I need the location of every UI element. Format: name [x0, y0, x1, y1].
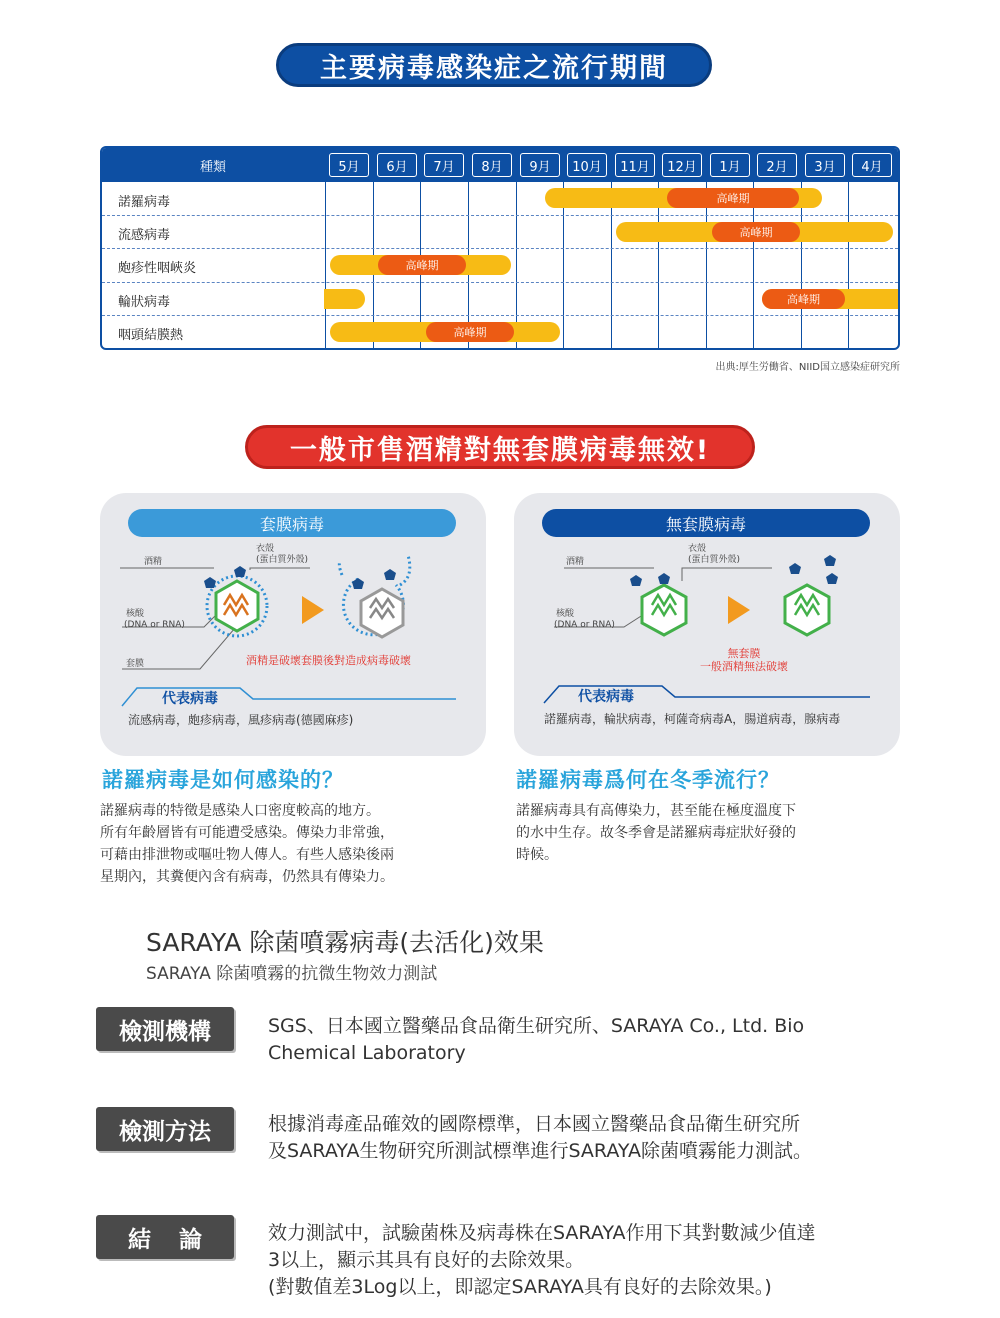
nucleic-sub-label: (DNA or RNA) [124, 620, 185, 630]
answer-how-infected: 諾羅病毒的特徵是感染人口密度較高的地方。 所有年齡層皆有可能遭受感染。傳染力非常強， 可藉由排泄物或嘔吐物人傳人。有些人感染後兩 星期內，其糞便內含有病毒，仍然具有傳染力。 [100, 803, 394, 885]
alcohol-molecule-icon [204, 577, 216, 588]
alcohol-molecule-icon [826, 573, 838, 584]
month-header: 10月 [567, 153, 607, 177]
row-label-influenza: 流感病毒 [118, 228, 171, 243]
alcohol-molecule-icon [789, 563, 801, 574]
table-header [102, 148, 898, 182]
month-header: 7月 [424, 153, 464, 177]
conclusion-text: 效力測試中，試驗菌株及病毒株在SARAYA作用下其對數減少值達 3以上，顯示其具有良好的去除效果。 (對數值差3Log以上，即認定SARAYA具有良好的去除效果。) [268, 1222, 816, 1298]
type-header: 種類 [199, 159, 226, 175]
envelope-label: 套膜 [126, 659, 145, 669]
row-label-rotavirus: 輪狀病毒 [118, 295, 171, 310]
month-header: 1月 [710, 153, 750, 177]
efficacy-title: SARAYA 除菌噴霧病毒(去活化)效果 [146, 928, 544, 957]
month-header: 3月 [805, 153, 845, 177]
month-header: 12月 [662, 153, 702, 177]
season-table [100, 146, 900, 350]
nucleic-label: 核酸 [126, 609, 145, 619]
capsid-label: 衣殼 [688, 544, 707, 554]
non-enveloped-heading: 無套膜病毒 [542, 509, 870, 537]
representative-viruses: 流感病毒，皰疹病毒，風疹病毒(德國麻疹) [128, 713, 354, 727]
question-why-winter: 諾羅病毒爲何在冬季流行？ [516, 768, 780, 792]
month-header: 4月 [852, 153, 892, 177]
alcohol-molecule-icon [824, 555, 836, 566]
representative-viruses: 諾羅病毒，輪狀病毒，柯薩奇病毒A，腸道病毒，腺病毒 [544, 712, 841, 726]
row-label-pharyngoconjunctival: 咽頭結膜熱 [118, 328, 184, 343]
row-label-norovirus: 諾羅病毒 [118, 195, 171, 210]
nucleic-label: 核酸 [556, 609, 575, 619]
alcohol-molecule-icon [384, 569, 396, 580]
alcohol-label: 酒精 [144, 557, 163, 567]
label-testing-method: 檢測方法 [96, 1107, 234, 1151]
enveloped-note: 酒精是破壞套膜後對造成病毒破壞 [246, 654, 411, 667]
peak-bar-pharyngoconjunctival: 高峰期 [426, 322, 514, 342]
non-enveloped-note-2: 一般酒精無法破壞 [700, 660, 788, 673]
alcohol-molecule-icon [658, 573, 670, 584]
peak-bar-influenza: 高峰期 [712, 222, 800, 242]
month-header: 6月 [377, 153, 417, 177]
enveloped-heading: 套膜病毒 [128, 509, 456, 537]
month-header: 5月 [329, 153, 369, 177]
testing-method-text: 根據消毒產品確效的國際標準，日本國立醫藥品食品衛生研究所 及SARAYA生物研究所測試標準進行SARAYA除菌噴霧能力測試。 [268, 1113, 812, 1162]
capsid-label: 衣殼 [256, 544, 275, 554]
answer-why-winter: 諾羅病毒具有高傳染力，甚至能在極度溫度下 的水中生存。故冬季會是諾羅病毒症狀好發的 時候。 [516, 803, 796, 863]
alcohol-label: 酒精 [566, 557, 585, 567]
representative-label: 代表病毒 [578, 689, 634, 705]
alcohol-molecule-icon [630, 575, 642, 586]
season-title: 主要病毒感染症之流行期間 [276, 43, 712, 87]
enveloped-virus-card [100, 493, 486, 756]
season-bar-rotavirus-start [324, 289, 365, 309]
month-header: 9月 [520, 153, 560, 177]
efficacy-subtitle: SARAYA 除菌噴霧的抗微生物效力測試 [146, 964, 438, 984]
month-header: 8月 [472, 153, 512, 177]
source-note: 出典:厚生労働省、NIID国立感染症研究所 [715, 362, 900, 373]
month-header: 11月 [615, 153, 655, 177]
month-header: 2月 [757, 153, 797, 177]
arrow-right-icon [728, 596, 750, 624]
testing-institution-text: SGS、日本國立醫藥品食品衛生研究所、SARAYA Co., Ltd. Bio Chemical Laboratory [268, 1015, 805, 1064]
alcohol-warning-title: 一般市售酒精對無套膜病毒無效! [245, 425, 755, 469]
arrow-right-icon [302, 596, 324, 624]
label-testing-institution: 檢測機構 [96, 1007, 234, 1051]
representative-label: 代表病毒 [162, 691, 218, 707]
peak-bar-herpangina: 高峰期 [378, 255, 466, 275]
capsid-sub-label: (蛋白質外殼) [256, 555, 309, 565]
non-enveloped-note-1: 無套膜 [727, 647, 761, 660]
nucleic-sub-label: (DNA or RNA) [554, 620, 615, 630]
row-label-herpangina: 皰疹性咽峽炎 [118, 261, 197, 276]
peak-bar-rotavirus: 高峰期 [762, 289, 845, 309]
peak-bar-norovirus: 高峰期 [667, 188, 799, 208]
capsid-sub-label: (蛋白質外殼) [688, 555, 741, 565]
question-how-infected: 諾羅病毒是如何感染的？ [102, 768, 344, 792]
alcohol-molecule-icon [352, 578, 364, 589]
label-conclusion: 結論 [96, 1215, 234, 1259]
alcohol-molecule-icon [234, 566, 246, 577]
non-enveloped-virus-card [514, 493, 900, 756]
